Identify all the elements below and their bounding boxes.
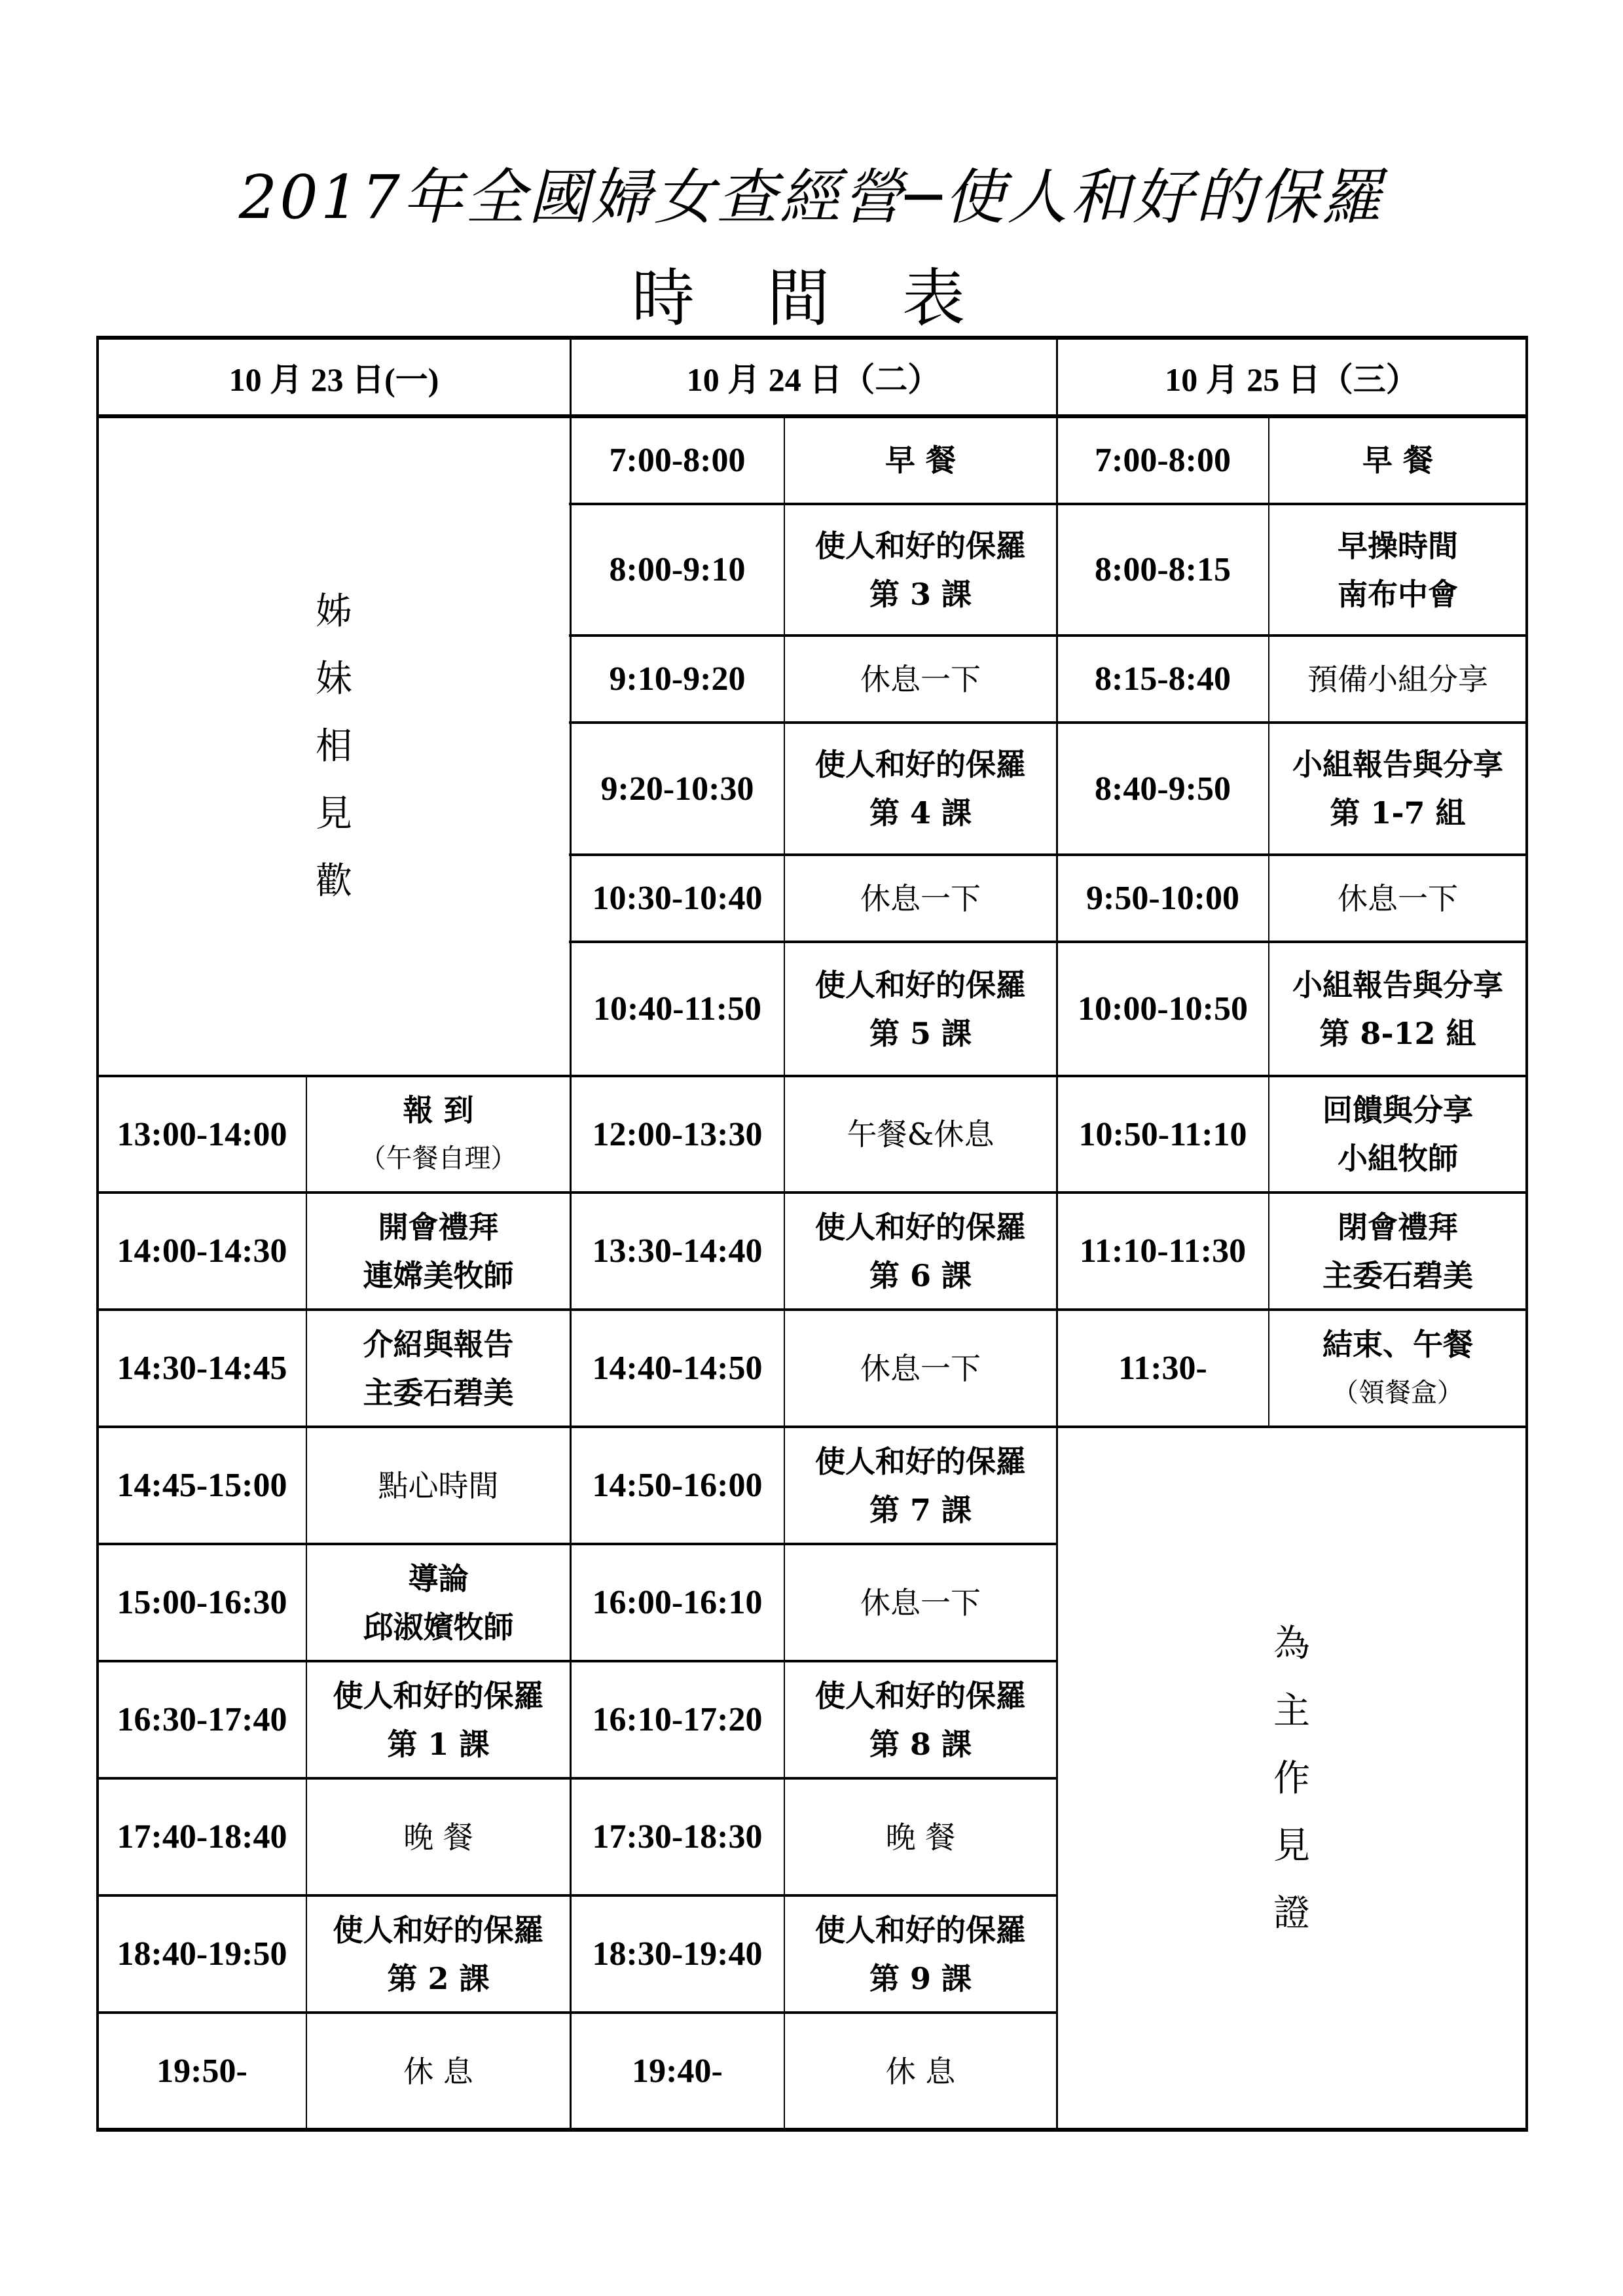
table-rule <box>96 338 99 2130</box>
activity-line: 南布中會 <box>1338 576 1458 612</box>
activity-cell <box>784 416 1057 504</box>
activity-cell <box>784 636 1057 723</box>
time-cell <box>570 1661 784 1778</box>
activity-line: 早 餐 <box>1362 442 1433 478</box>
activity-line: 休 息 <box>885 2053 956 2089</box>
activity-line: （午餐自理） <box>359 1143 517 1174</box>
table-rule <box>96 414 1528 418</box>
activity-line: 晚 餐 <box>403 1819 473 1855</box>
time-cell <box>570 1076 784 1193</box>
day3-afternoon-block <box>1057 1427 1527 2130</box>
time-cell <box>570 636 784 723</box>
table-rule <box>96 1894 572 1897</box>
time-range: 14:45-15:00 <box>117 1467 287 1504</box>
time-range: 14:50-16:00 <box>592 1467 763 1504</box>
time-cell <box>570 1310 784 1427</box>
time-cell <box>98 1661 306 1778</box>
table-rule <box>569 1894 1058 1897</box>
day-header <box>570 338 1057 416</box>
vertical-char: 主 <box>1273 1689 1310 1732</box>
table-rule <box>569 1075 1058 1077</box>
table-rule <box>569 1543 1058 1545</box>
time-range: 10:30-10:40 <box>592 880 763 917</box>
vertical-char: 姊 <box>316 590 352 633</box>
table-rule <box>1055 1308 1528 1311</box>
day1-morning-block <box>98 416 570 1076</box>
table-rule <box>96 1543 572 1545</box>
time-range: 17:30-18:30 <box>592 1818 763 1856</box>
activity-line: 報 到 <box>403 1092 474 1128</box>
activity-line: 小組牧師 <box>1338 1141 1458 1176</box>
activity-line: 第 5 課 <box>869 1015 972 1051</box>
table-rule <box>96 1075 572 1077</box>
time-range: 19:40- <box>632 2053 723 2090</box>
table-rule <box>1055 503 1528 505</box>
time-cell <box>1057 942 1269 1076</box>
activity-line: 第 6 課 <box>869 1257 972 1293</box>
time-cell <box>570 416 784 504</box>
activity-line: 開會禮拜 <box>378 1209 499 1245</box>
page-title: 2017年全國婦女查經營─使人和好的保羅 <box>238 162 1385 232</box>
activity-cell <box>784 1895 1057 2013</box>
activity-cell <box>784 1544 1057 1661</box>
time-range: 17:40-18:40 <box>117 1818 287 1856</box>
activity-cell <box>1269 504 1527 636</box>
vertical-char: 妹 <box>316 657 352 700</box>
activity-cell <box>1269 855 1527 942</box>
table-rule <box>569 1426 1058 1428</box>
time-range: 9:50-10:00 <box>1086 880 1239 917</box>
activity-line: 導論 <box>408 1560 469 1596</box>
activity-line: 休息一下 <box>1338 880 1458 916</box>
activity-line: 連嫦美牧師 <box>363 1257 514 1293</box>
time-range: 19:50- <box>156 2053 247 2090</box>
time-cell <box>1057 416 1269 504</box>
activity-line: 第 9 課 <box>869 1960 972 1996</box>
activity-cell <box>1269 723 1527 855</box>
vertical-char: 見 <box>316 792 352 835</box>
time-range: 8:00-8:15 <box>1095 551 1231 588</box>
time-cell <box>570 1778 784 1895</box>
activity-cell <box>784 723 1057 855</box>
day-header-label: 10 月 23 日(一) <box>228 361 439 398</box>
activity-cell <box>306 1661 570 1778</box>
day-header <box>98 338 570 416</box>
time-cell <box>98 1778 306 1895</box>
activity-line: 使人和好的保羅 <box>815 528 1026 564</box>
table-rule <box>96 1308 572 1311</box>
activity-cell <box>784 1310 1057 1427</box>
table-rule <box>96 2011 572 2014</box>
activity-line: 閉會禮拜 <box>1338 1209 1458 1245</box>
activity-line: 早 餐 <box>884 442 956 478</box>
time-range: 12:00-13:30 <box>592 1115 763 1153</box>
time-cell <box>570 942 784 1076</box>
table-rule <box>96 1426 572 1428</box>
time-range: 16:30-17:40 <box>117 1701 287 1738</box>
table-rule <box>569 1308 1058 1311</box>
time-range: 10:40-11:50 <box>593 990 762 1028</box>
activity-line: 使人和好的保羅 <box>815 1209 1026 1245</box>
time-range: 7:00-8:00 <box>1095 441 1231 479</box>
activity-line: 第 4 課 <box>869 795 972 831</box>
time-cell <box>570 504 784 636</box>
activity-cell <box>306 1310 570 1427</box>
activity-cell <box>306 1895 570 2013</box>
time-cell <box>1057 1076 1269 1193</box>
activity-line: 結束、午餐 <box>1322 1326 1473 1362</box>
table-rule <box>1525 338 1528 2130</box>
time-cell <box>570 1193 784 1310</box>
time-range: 11:10-11:30 <box>1079 1232 1247 1270</box>
table-rule <box>96 1777 572 1780</box>
table-rule <box>96 1191 572 1194</box>
activity-cell <box>784 1778 1057 1895</box>
table-rule <box>1055 853 1528 856</box>
table-rule <box>96 2128 1528 2132</box>
vertical-char: 相 <box>316 725 352 768</box>
time-cell <box>1057 636 1269 723</box>
day-header-label: 10 月 24 日（二） <box>686 361 941 398</box>
activity-cell <box>306 1544 570 1661</box>
table-rule <box>1055 941 1528 943</box>
time-cell <box>98 1544 306 1661</box>
day-header <box>1057 338 1527 416</box>
time-range: 9:10-9:20 <box>609 660 746 698</box>
time-range: 8:00-9:10 <box>609 551 746 588</box>
time-range: 14:30-14:45 <box>117 1350 287 1387</box>
activity-line: 使人和好的保羅 <box>815 1443 1026 1479</box>
activity-line: 主委石碧美 <box>1322 1257 1473 1293</box>
time-range: 18:40-19:50 <box>117 1935 287 1973</box>
table-rule <box>569 1191 1058 1194</box>
activity-cell <box>1269 1193 1527 1310</box>
activity-line: 小組報告與分享 <box>1292 967 1503 1003</box>
time-range: 13:30-14:40 <box>592 1232 763 1270</box>
activity-line: 第 1 課 <box>387 1726 490 1762</box>
time-cell <box>570 1544 784 1661</box>
vertical-char: 歡 <box>316 859 352 903</box>
activity-line: 第 1-7 組 <box>1330 795 1466 831</box>
time-cell <box>1057 1310 1269 1427</box>
time-cell <box>570 855 784 942</box>
time-cell <box>570 1895 784 2013</box>
activity-line: 使人和好的保羅 <box>333 1677 544 1713</box>
time-range: 8:40-9:50 <box>1095 770 1231 808</box>
activity-cell <box>306 2013 570 2130</box>
vertical-char: 為 <box>1273 1622 1310 1665</box>
activity-cell <box>1269 636 1527 723</box>
activity-line: 預備小組分享 <box>1307 661 1488 697</box>
time-cell <box>98 1895 306 2013</box>
table-rule <box>1056 338 1058 2130</box>
time-range: 8:15-8:40 <box>1095 660 1231 698</box>
table-rule <box>570 338 572 2130</box>
activity-cell <box>784 1427 1057 1544</box>
time-cell <box>1057 855 1269 942</box>
activity-cell <box>306 1193 570 1310</box>
activity-line: 第 2 課 <box>387 1960 490 1996</box>
activity-line: 午餐&休息 <box>847 1117 994 1152</box>
table-rule <box>1268 416 1269 1427</box>
time-range: 13:00-14:00 <box>117 1115 287 1153</box>
table-rule <box>306 1076 307 2130</box>
page-subtitle: 時 間 表 <box>631 262 992 335</box>
table-rule <box>1055 634 1528 637</box>
table-rule <box>1055 1075 1528 1077</box>
vertical-char: 證 <box>1273 1892 1310 1935</box>
table-rule <box>569 2011 1058 2014</box>
table-rule <box>569 634 1058 637</box>
activity-line: 第 8 課 <box>869 1726 972 1762</box>
table-rule <box>96 1660 572 1662</box>
table-rule <box>569 721 1058 724</box>
time-cell <box>98 1076 306 1193</box>
time-cell <box>1057 1193 1269 1310</box>
time-range: 10:50-11:10 <box>1078 1115 1247 1153</box>
activity-line: 第 3 課 <box>869 576 972 612</box>
activity-line: 使人和好的保羅 <box>815 967 1026 1003</box>
activity-line: 介紹與報告 <box>363 1326 514 1362</box>
activity-cell <box>784 1661 1057 1778</box>
activity-cell <box>1269 416 1527 504</box>
activity-cell <box>784 1076 1057 1193</box>
time-cell <box>570 2013 784 2130</box>
time-cell <box>570 723 784 855</box>
activity-line: 回饋與分享 <box>1322 1092 1473 1128</box>
activity-line: 小組報告與分享 <box>1292 747 1503 782</box>
activity-line: 主委石碧美 <box>363 1374 514 1410</box>
time-cell <box>98 1193 306 1310</box>
table-rule <box>569 1777 1058 1780</box>
activity-cell <box>784 2013 1057 2130</box>
table-rule <box>569 1660 1058 1662</box>
time-range: 11:30- <box>1118 1350 1207 1387</box>
activity-cell <box>1269 1310 1527 1427</box>
vertical-char: 見 <box>1273 1824 1310 1867</box>
activity-cell <box>784 1193 1057 1310</box>
activity-cell <box>1269 942 1527 1076</box>
activity-cell <box>306 1427 570 1544</box>
activity-cell <box>784 942 1057 1076</box>
activity-line: 休息一下 <box>860 1350 981 1386</box>
table-rule <box>1055 1426 1528 1428</box>
activity-line: 早操時間 <box>1338 528 1458 564</box>
activity-line: 第 8-12 組 <box>1319 1015 1476 1051</box>
activity-line: 第 7 課 <box>869 1492 972 1528</box>
activity-line: 休 息 <box>403 2053 473 2089</box>
activity-cell <box>1269 1076 1527 1193</box>
activity-line: 邱淑嬪牧師 <box>363 1609 514 1645</box>
day-header-label: 10 月 25 日（三） <box>1165 361 1419 398</box>
table-rule <box>569 941 1058 943</box>
activity-line: 點心時間 <box>378 1467 499 1503</box>
activity-cell <box>784 504 1057 636</box>
time-cell <box>1057 504 1269 636</box>
time-cell <box>98 2013 306 2130</box>
table-rule <box>1055 721 1528 724</box>
activity-line: （領餐盒） <box>1332 1377 1463 1408</box>
activity-line: 使人和好的保羅 <box>815 747 1026 782</box>
activity-line: 休息一下 <box>860 880 981 916</box>
time-range: 9:20-10:30 <box>600 770 754 808</box>
table-rule <box>569 853 1058 856</box>
time-cell <box>98 1310 306 1427</box>
activity-line: 休息一下 <box>860 1585 981 1621</box>
activity-line: 使人和好的保羅 <box>333 1912 544 1948</box>
time-range: 14:40-14:50 <box>592 1350 763 1387</box>
time-range: 18:30-19:40 <box>592 1935 763 1973</box>
table-rule <box>1055 1191 1528 1194</box>
time-cell <box>98 1427 306 1544</box>
time-range: 7:00-8:00 <box>609 441 746 479</box>
activity-line: 使人和好的保羅 <box>815 1912 1026 1948</box>
activity-line: 使人和好的保羅 <box>815 1677 1026 1713</box>
time-range: 10:00-10:50 <box>1078 990 1248 1028</box>
time-range: 14:00-14:30 <box>117 1232 287 1270</box>
activity-cell <box>784 855 1057 942</box>
vertical-char: 作 <box>1273 1757 1310 1800</box>
activity-line: 晚 餐 <box>885 1819 956 1855</box>
activity-line: 休息一下 <box>860 661 981 697</box>
time-range: 15:00-16:30 <box>117 1584 287 1621</box>
table-rule <box>569 503 1058 505</box>
time-range: 16:00-16:10 <box>592 1584 763 1621</box>
table-rule <box>784 416 785 2130</box>
activity-cell <box>306 1076 570 1193</box>
activity-cell <box>306 1778 570 1895</box>
time-range: 16:10-17:20 <box>592 1701 763 1738</box>
time-cell <box>570 1427 784 1544</box>
table-rule <box>96 336 1528 340</box>
time-cell <box>1057 723 1269 855</box>
